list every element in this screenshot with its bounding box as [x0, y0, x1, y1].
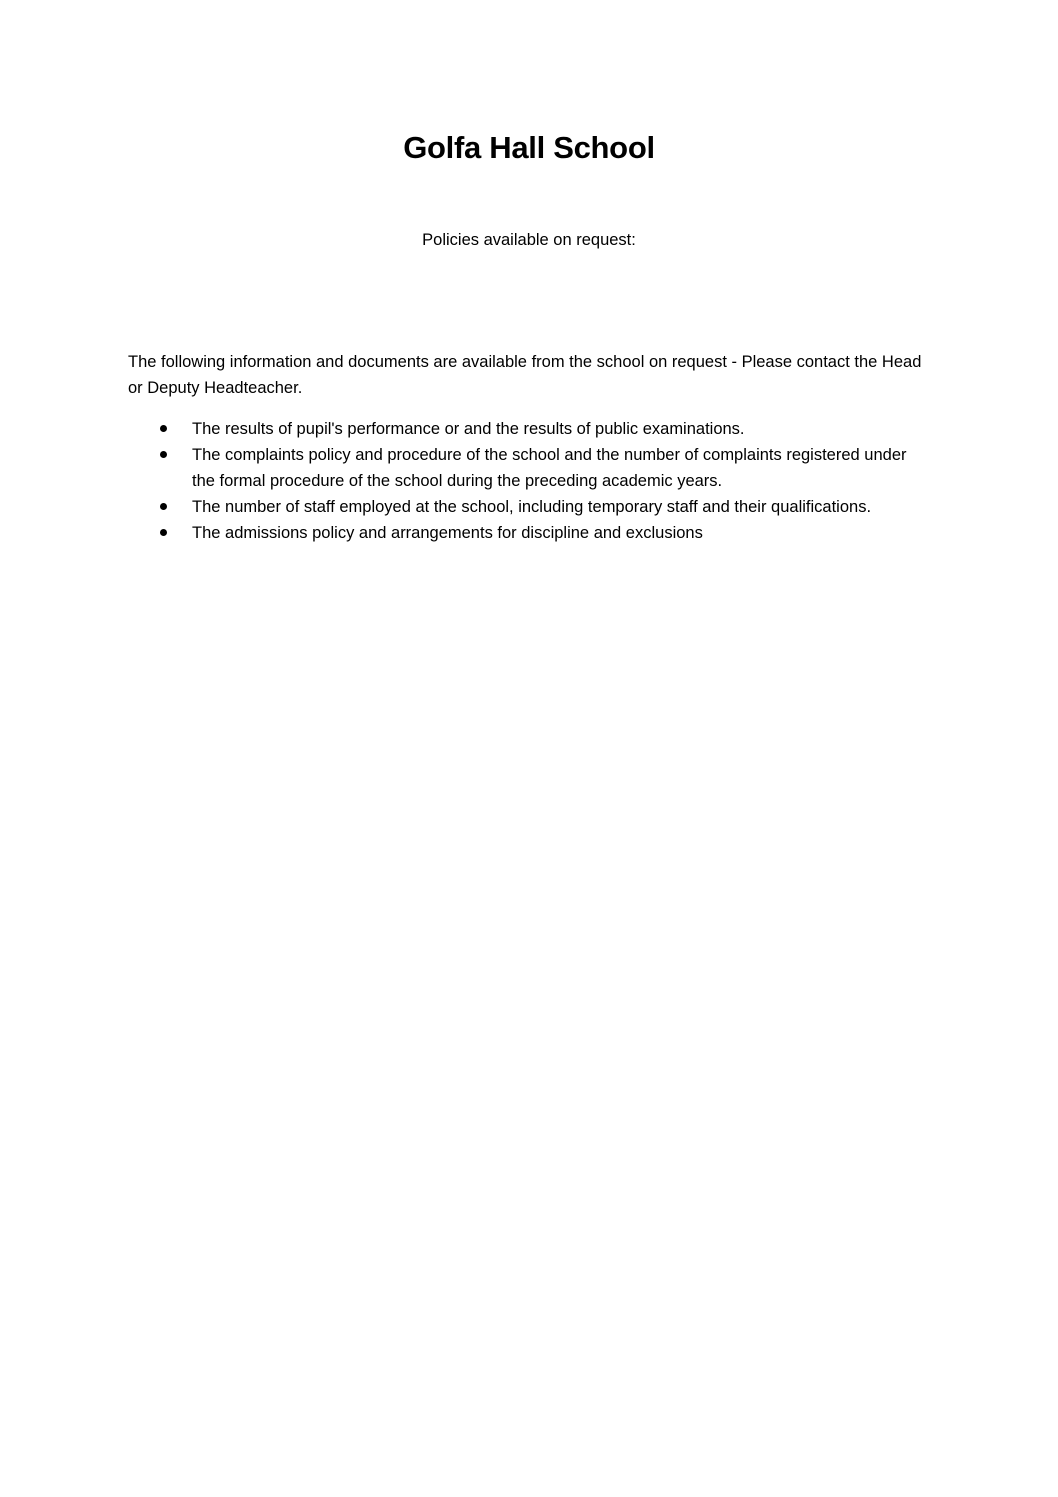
page-title: Golfa Hall School — [403, 130, 655, 165]
list-item — [128, 416, 928, 442]
policy-list — [128, 416, 928, 546]
page-subtitle: Policies available on request: — [422, 231, 636, 249]
bullet-icon — [160, 425, 167, 432]
intro-paragraph: The following information and documents are available from the school on request - Please contact the Head or Deputy Headteacher. — [128, 353, 922, 397]
bullet-icon — [160, 451, 167, 458]
list-item-text: The complaints policy and procedure of the school and the number of complaints registered under the formal procedure of the school during the preceding academic years. — [192, 446, 907, 490]
list-item — [128, 520, 928, 546]
bullet-icon — [160, 529, 167, 536]
list-item-text: The results of pupil's performance or and the results of public examinations. — [192, 420, 745, 438]
bullet-icon — [160, 503, 167, 510]
list-item-text: The number of staff employed at the school, including temporary staff and their qualifications. — [192, 498, 872, 516]
list-item-text: The admissions policy and arrangements for discipline and exclusions — [192, 524, 703, 542]
list-item — [128, 442, 928, 494]
list-item — [128, 494, 928, 520]
